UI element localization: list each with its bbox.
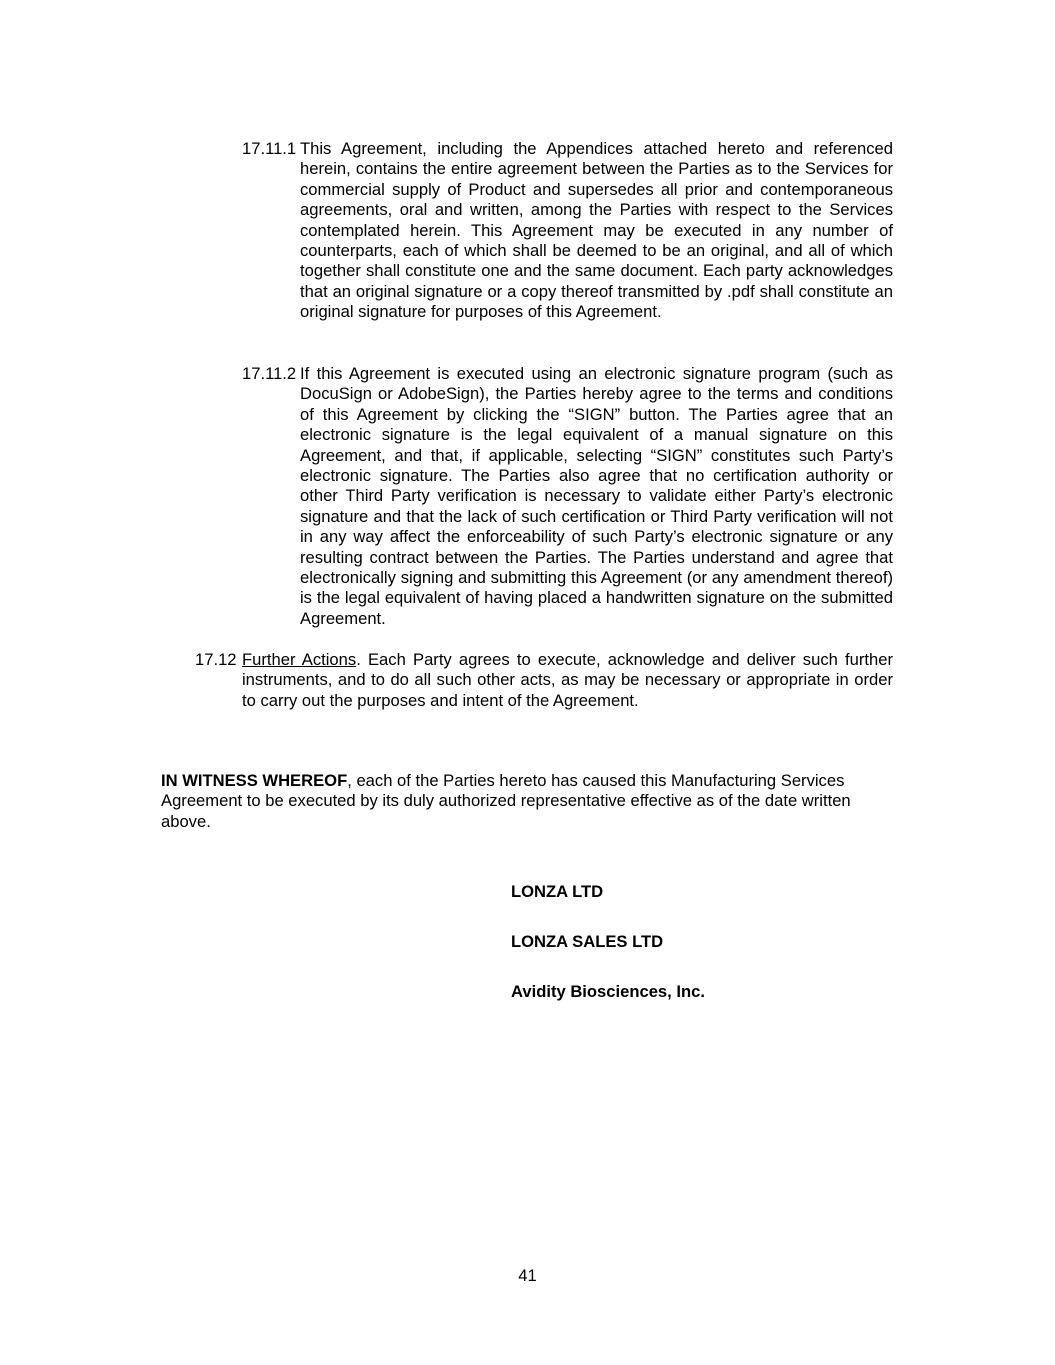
clause-17-11-2 xyxy=(242,364,893,629)
page-number: 41 xyxy=(518,1266,537,1285)
clause-17-11-1 xyxy=(242,139,893,323)
witness-paragraph xyxy=(161,771,901,832)
witness-lead: IN WITNESS WHEREOF xyxy=(161,771,348,790)
witness-text: , each of the Parties hereto has caused this Manufacturing Services Agreement to be executed by its duly authorized representative effective as of the date written above. xyxy=(161,771,851,831)
clause-17-12 xyxy=(195,650,893,711)
signatory-lonza-sales-ltd: LONZA SALES LTD xyxy=(511,932,664,951)
clause-number: 17.11.1 xyxy=(242,139,297,158)
clause-number: 17.12 xyxy=(195,650,237,669)
signatory-avidity-biosciences: Avidity Biosciences, Inc. xyxy=(511,982,705,1001)
clause-heading: Further Actions xyxy=(242,650,357,669)
clause-text: If this Agreement is executed using an electronic signature program (such as DocuSign or AdobeSign), the Parties hereby agree to the terms and conditions of this Agreement by clicking the “SIGN” button. The Parties agree that an electronic signature is the legal equivalent of a manual signature on this Agreement, and that, if applicable, selecting “SIGN” constitutes such Party’s electronic signature. The Parties also agree that no certification authority or other Third Party verification is necessary to validate either Party’s electronic signature and that the lack of such certification or Third Party verification will not in any way affect the enforceability of such Party’s electronic signature or any resulting contract between the Parties. The Parties understand and agree that electronically signing and submitting this Agreement (or any amendment thereof) is the legal equivalent of having placed a handwritten signature on the submitted Agreement. xyxy=(300,364,893,628)
clause-number: 17.11.2 xyxy=(242,364,297,383)
clause-text: . Each Party agrees to execute, acknowledge and deliver such further instruments, and to do all such other acts, as may be necessary or appropriate in order to carry out the purposes and intent of the Agreement. xyxy=(242,650,893,710)
signatory-lonza-ltd: LONZA LTD xyxy=(511,882,604,901)
clause-text: This Agreement, including the Appendices attached hereto and referenced herein, contains the entire agreement between the Parties as to the Services for commercial supply of Product and supersedes all prior and contemporaneous agreements, oral and written, among the Parties with respect to the Services contemplated herein. This Agreement may be executed in any number of counterparts, each of which shall be deemed to be an original, and all of which together shall constitute one and the same document. Each party acknowledges that an original signature or a copy thereof transmitted by .pdf shall constitute an original signature for purposes of this Agreement. xyxy=(300,139,893,322)
